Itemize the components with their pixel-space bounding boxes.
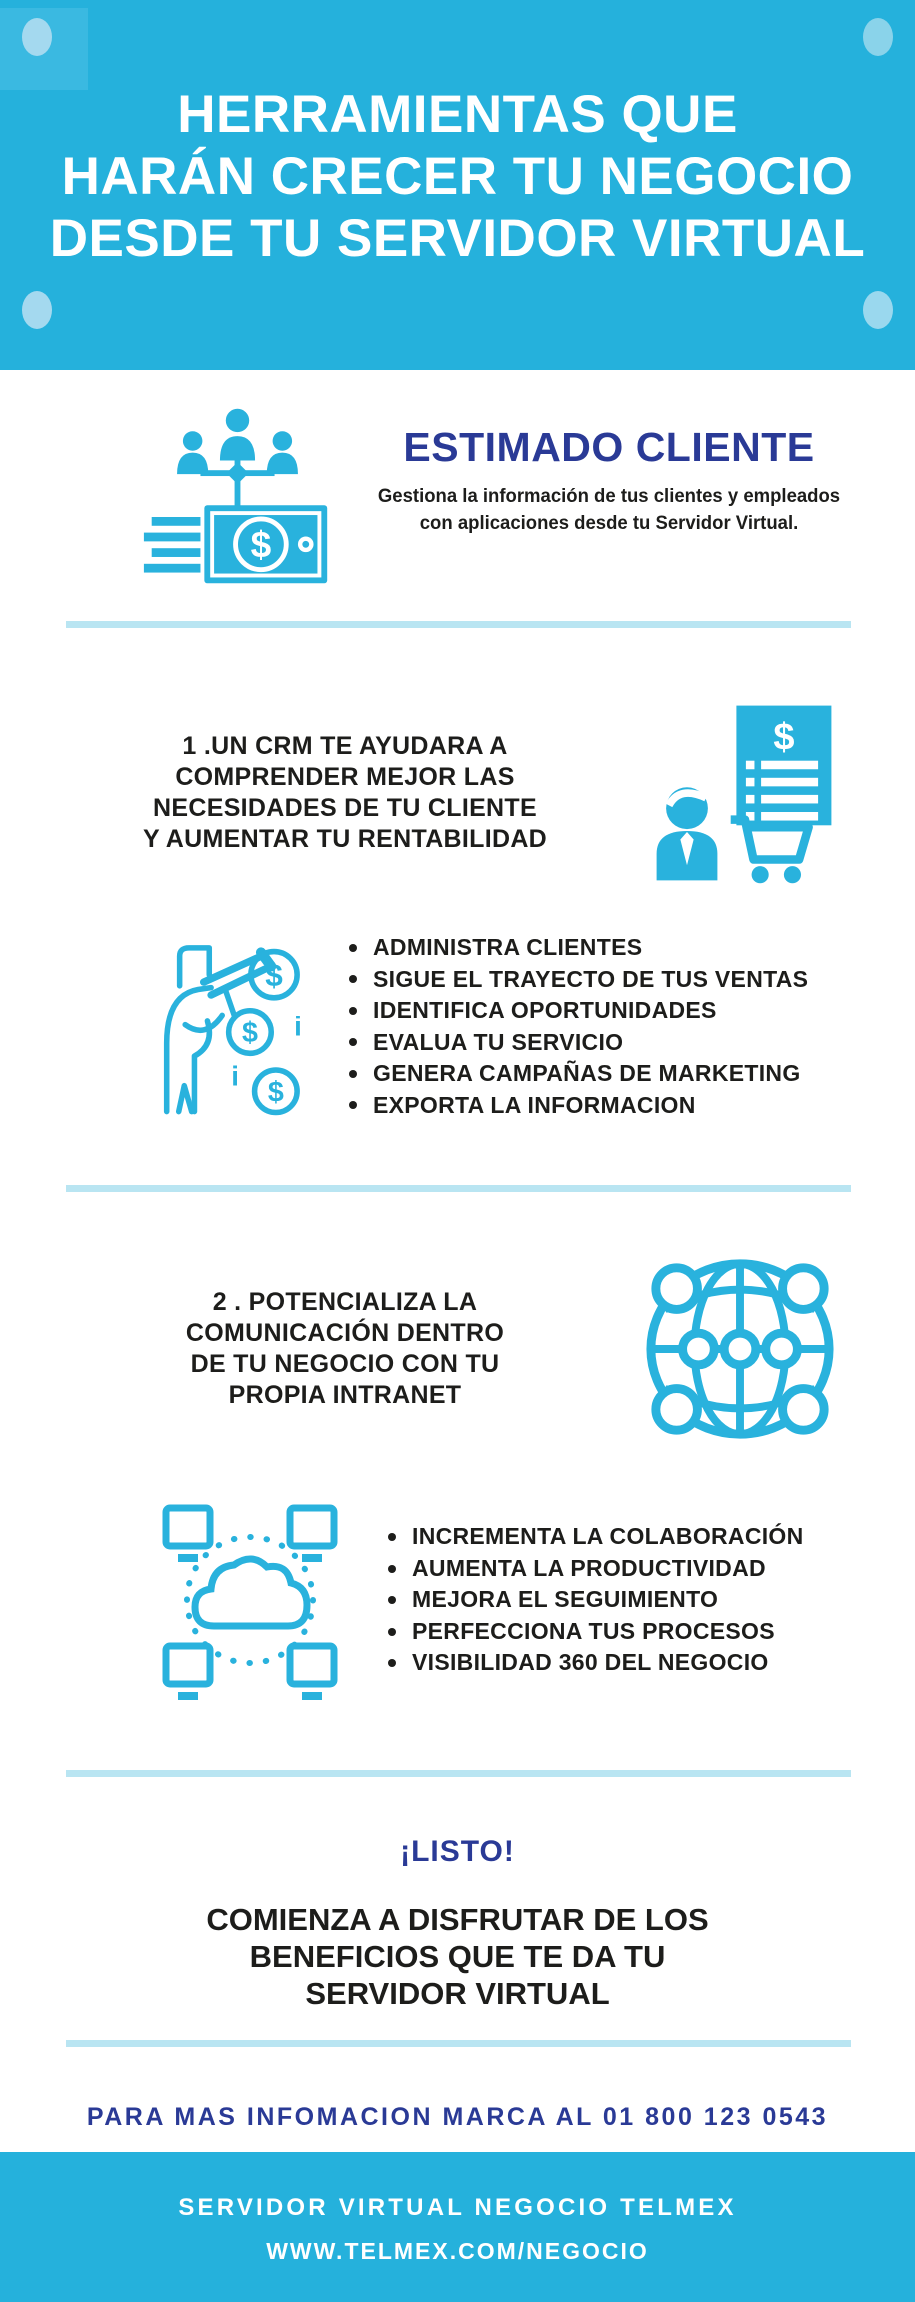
list-item [388, 1584, 804, 1616]
intro-title: ESTIMADO CLIENTE [403, 424, 815, 470]
section1-benefits-row [0, 932, 915, 1121]
accent-dot-top-left-icon [22, 18, 52, 56]
bullet-dot-icon [349, 1101, 357, 1109]
page-title-line: DESDE TU SERVIDOR VIRTUAL [49, 209, 866, 268]
list-item-label: GENERA CAMPAÑAS DE MARKETING [373, 1060, 801, 1086]
intro-section [0, 400, 915, 595]
list-item-label: EXPORTA LA INFORMACION [373, 1091, 696, 1118]
org-chart-money-icon [140, 400, 335, 595]
section1-heading-line: COMPRENDER MEJOR LAS [175, 763, 515, 791]
section1-heading-line: Y AUMENTAR TU RENTABILIDAD [142, 825, 548, 853]
section2-benefits-list [388, 1521, 804, 1679]
footer [0, 2152, 915, 2302]
accent-dot-bottom-right-icon [863, 291, 893, 329]
list-item-label: AUMENTA LA PRODUCTIVIDAD [412, 1554, 766, 1581]
section1-heading [110, 731, 580, 855]
footer-url: WWW.TELMEX.COM/NEGOCIO [266, 2238, 649, 2264]
telescope-coins-icon [126, 934, 311, 1119]
bullet-dot-icon [349, 944, 357, 952]
closing-message-line: BENEFICIOS QUE TE DA TU [249, 1939, 666, 1974]
list-item [388, 1553, 804, 1585]
list-item-label: EVALUA TU SERVICIO [373, 1028, 624, 1055]
section-divider [66, 1770, 851, 1777]
bullet-dot-icon [388, 1565, 396, 1573]
list-item-label: MEJORA EL SEGUIMIENTO [412, 1586, 719, 1613]
closing-message [0, 1901, 915, 2012]
svg-text:$: $ [773, 716, 795, 759]
footer-title: SERVIDOR VIRTUAL NEGOCIO TELMEX [178, 2194, 737, 2221]
bullet-dot-icon [388, 1596, 396, 1604]
svg-text:$: $ [267, 1076, 284, 1109]
section2-heading-line: DE TU NEGOCIO CON TU [190, 1350, 500, 1378]
list-item-label: INCREMENTA LA COLABORACIÓN [412, 1523, 804, 1550]
accent-dot-bottom-left-icon [22, 291, 52, 329]
section2-heading [110, 1287, 580, 1411]
list-item [388, 1521, 804, 1553]
section2-heading-row [0, 1250, 915, 1448]
phone-cta: PARA MAS INFOMACION MARCA AL 01 800 123 0543 [86, 2103, 829, 2131]
section1-heading-line: 1 .UN CRM TE AYUDARA A [182, 732, 508, 760]
page-title-line: HERRAMIENTAS QUE [177, 85, 738, 144]
bullet-dot-icon [388, 1533, 396, 1541]
list-item-label: SIGUE EL TRAYECTO DE TUS VENTAS [373, 965, 809, 992]
intro-subtitle: Gestiona la información de tus clientes y empleados con aplicaciones desde tu Servidor Virtual. [377, 485, 841, 534]
section2-benefits-row [0, 1500, 915, 1700]
section1-heading-line: NECESIDADES DE TU CLIENTE [153, 794, 537, 822]
list-item [349, 932, 808, 964]
bullet-dot-icon [349, 1070, 357, 1078]
accent-dot-top-right-icon [863, 18, 893, 56]
bullet-dot-icon [349, 1007, 357, 1015]
section-divider [66, 621, 851, 628]
list-item [349, 1090, 808, 1122]
list-item [388, 1616, 804, 1648]
hero-section [0, 0, 915, 370]
section-divider [66, 1185, 851, 1192]
globe-network-icon [641, 1250, 839, 1448]
list-item-label: IDENTIFICA OPORTUNIDADES [373, 997, 717, 1023]
svg-text:$: $ [265, 957, 283, 993]
bullet-dot-icon [388, 1659, 396, 1667]
list-item-label: VISIBILIDAD 360 DEL NEGOCIO [412, 1649, 769, 1676]
list-item [388, 1647, 804, 1679]
list-item [349, 964, 808, 996]
page-title [0, 0, 915, 270]
list-item-label: PERFECCIONA TUS PROCESOS [412, 1617, 775, 1644]
list-item [349, 995, 808, 1027]
list-item [349, 1027, 808, 1059]
closing-message-line: SERVIDOR VIRTUAL [305, 1976, 610, 2011]
bullet-dot-icon [388, 1628, 396, 1636]
section1-heading-row [0, 698, 915, 888]
intro-text-block [349, 400, 869, 537]
bullet-dot-icon [349, 1038, 357, 1046]
bullet-dot-icon [349, 975, 357, 983]
page-title-line: HARÁN CRECER TU NEGOCIO [61, 147, 854, 206]
shopper-cart-invoice-icon [649, 698, 839, 888]
cloud-network-icon [150, 1500, 350, 1700]
closing-message-line: COMIENZA A DISFRUTAR DE LOS [206, 1902, 709, 1937]
closing-section [0, 1835, 915, 2012]
list-item [349, 1058, 808, 1090]
svg-text:$: $ [241, 1017, 258, 1050]
list-item-label: ADMINISTRA CLIENTES [373, 934, 643, 960]
section2-heading-line: PROPIA INTRANET [228, 1381, 462, 1409]
svg-text:i: i [294, 1010, 302, 1042]
svg-text:$: $ [250, 522, 272, 565]
svg-text:i: i [231, 1060, 240, 1092]
section2-heading-line: COMUNICACIÓN DENTRO [185, 1319, 505, 1347]
section2-heading-line: 2 . POTENCIALIZA LA [212, 1288, 478, 1316]
ready-heading: ¡LISTO! [400, 1835, 515, 1868]
section-divider [66, 2040, 851, 2047]
section1-benefits-list [349, 932, 808, 1121]
